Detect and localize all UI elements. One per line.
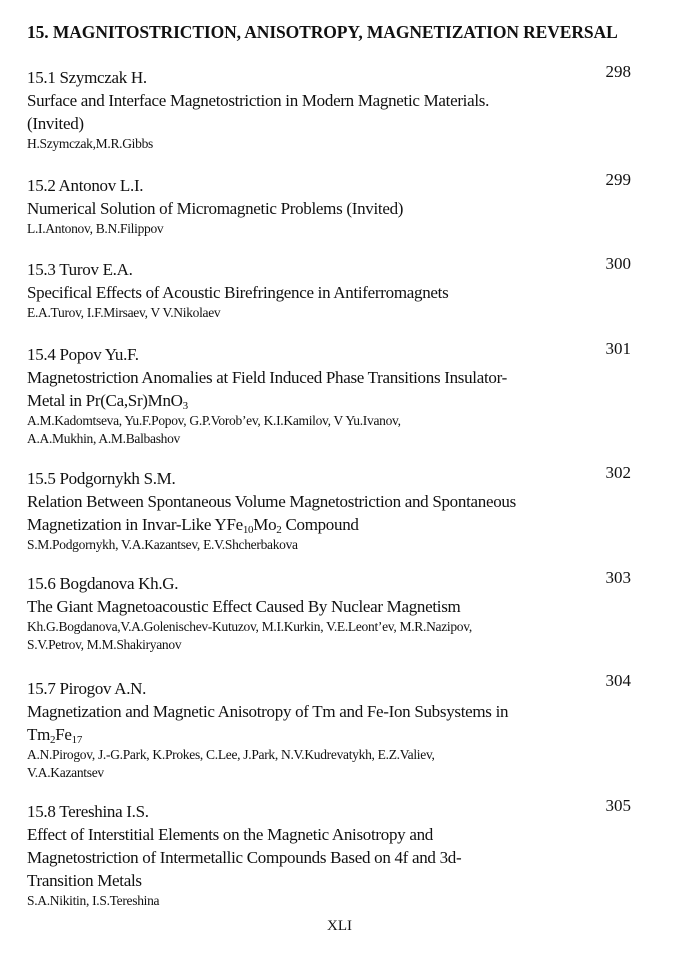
- entry-title-line: [27, 197, 627, 220]
- subscript: 2: [276, 524, 282, 536]
- entry-page-number: 302: [605, 463, 631, 482]
- title-text: (Invited): [27, 114, 84, 133]
- subscript: 2: [50, 734, 56, 746]
- entry-title-line: [27, 281, 627, 304]
- entry-authors: E.A.Turov, I.F.Mirsaev, V V.Nikolaev: [27, 305, 221, 320]
- entry-authors: L.I.Antonov, B.N.Filippov: [27, 221, 164, 236]
- title-text: Transition Metals: [27, 871, 142, 890]
- entry-page-number: 303: [605, 568, 631, 587]
- entry-authors: S.M.Podgornykh, V.A.Kazantsev, E.V.Shcherbakova: [27, 537, 298, 552]
- title-text: Numerical Solution of Micromagnetic Problems (Invited): [27, 199, 404, 218]
- entry-title-line: [27, 490, 627, 513]
- entry-page-number: 300: [605, 254, 631, 273]
- entry-page-number: 298: [605, 62, 631, 81]
- entry-heading: 15.7 Pirogov A.N.: [27, 679, 147, 698]
- section-title: 15. MAGNITOSTRICTION, ANISOTROPY, MAGNETIZATION REVERSAL: [27, 22, 618, 42]
- title-text: Fe: [55, 725, 72, 744]
- toc-entry: [27, 339, 631, 448]
- title-text: Magnetostriction of Intermetallic Compounds Based on 4f and 3d-: [27, 848, 462, 867]
- entry-title-line: [27, 869, 627, 892]
- entry-authors: S.V.Petrov, M.M.Shakiryanov: [27, 637, 182, 652]
- title-text: Magnetostriction Anomalies at Field Induced Phase Transitions Insulator-: [27, 368, 507, 387]
- title-text: Magnetization in Invar-Like YFe: [27, 515, 243, 534]
- title-text: Mo: [253, 515, 277, 534]
- entry-authors: Kh.G.Bogdanova,V.A.Golenischev-Kutuzov, M.I.Kurkin, V.E.Leont’ev, M.R.Nazipov,: [27, 619, 472, 634]
- entry-authors: A.N.Pirogov, J.-G.Park, K.Prokes, C.Lee, J.Park, N.V.Kudrevatykh, E.Z.Valiev,: [27, 747, 435, 762]
- title-text: Magnetization and Magnetic Anisotropy of Tm and Fe-Ion Subsystems in: [27, 702, 509, 721]
- entry-page-number: 305: [605, 796, 631, 815]
- title-text: Compound: [281, 515, 359, 534]
- title-text: Surface and Interface Magnetostriction in Modern Magnetic Materials.: [27, 91, 490, 110]
- entry-title-line: [27, 112, 627, 135]
- entry-title-line: [27, 846, 627, 869]
- entry-title-line: [27, 723, 627, 746]
- toc-entry: [27, 463, 631, 554]
- entry-authors: A.M.Kadomtseva, Yu.F.Popov, G.P.Vorob’ev, K.I.Kamilov, V Yu.Ivanov,: [27, 413, 401, 428]
- entry-heading: 15.3 Turov E.A.: [27, 260, 133, 279]
- entry-title-line: [27, 89, 627, 112]
- entry-heading: 15.2 Antonov L.I.: [27, 176, 144, 195]
- toc-entry: [27, 254, 631, 322]
- entry-title-line: [27, 513, 627, 536]
- title-text: The Giant Magnetoacoustic Effect Caused By Nuclear Magnetism: [27, 597, 461, 616]
- entry-title-line: [27, 700, 627, 723]
- entry-authors: V.A.Kazantsev: [27, 765, 104, 780]
- entry-heading: 15.1 Szymczak H.: [27, 68, 147, 87]
- entry-authors: H.Szymczak,M.R.Gibbs: [27, 136, 153, 151]
- toc-entry: [27, 671, 631, 782]
- entry-heading: 15.5 Podgornykh S.M.: [27, 469, 176, 488]
- title-text: Effect of Interstitial Elements on the Magnetic Anisotropy and: [27, 825, 433, 844]
- entry-authors: S.A.Nikitin, I.S.Tereshina: [27, 893, 160, 908]
- subscript: 10: [242, 524, 254, 536]
- toc-entry: [27, 568, 631, 654]
- title-text: Relation Between Spontaneous Volume Magnetostriction and Spontaneous: [27, 492, 516, 511]
- entry-title-line: [27, 595, 627, 618]
- entry-page-number: 299: [605, 170, 631, 189]
- title-text: Tm: [27, 725, 51, 744]
- entry-authors: A.A.Mukhin, A.M.Balbashov: [27, 431, 181, 446]
- subscript: 3: [182, 400, 188, 412]
- entry-title-line: [27, 823, 627, 846]
- entry-page-number: 304: [605, 671, 631, 690]
- entry-title-line: [27, 389, 627, 412]
- title-text: Metal in Pr(Ca,Sr)MnO: [27, 391, 183, 410]
- toc-entry: [27, 170, 631, 238]
- subscript: 17: [71, 734, 83, 746]
- entry-page-number: 301: [605, 339, 631, 358]
- toc-entry: [27, 62, 631, 153]
- entry-heading: 15.6 Bogdanova Kh.G.: [27, 574, 179, 593]
- entry-title-line: [27, 366, 627, 389]
- entry-heading: 15.8 Tereshina I.S.: [27, 802, 149, 821]
- toc-entry: [27, 796, 631, 910]
- page-number-footer: XLI: [327, 918, 352, 934]
- entry-heading: 15.4 Popov Yu.F.: [27, 345, 139, 364]
- title-text: Specifical Effects of Acoustic Birefringence in Antiferromagnets: [27, 283, 449, 302]
